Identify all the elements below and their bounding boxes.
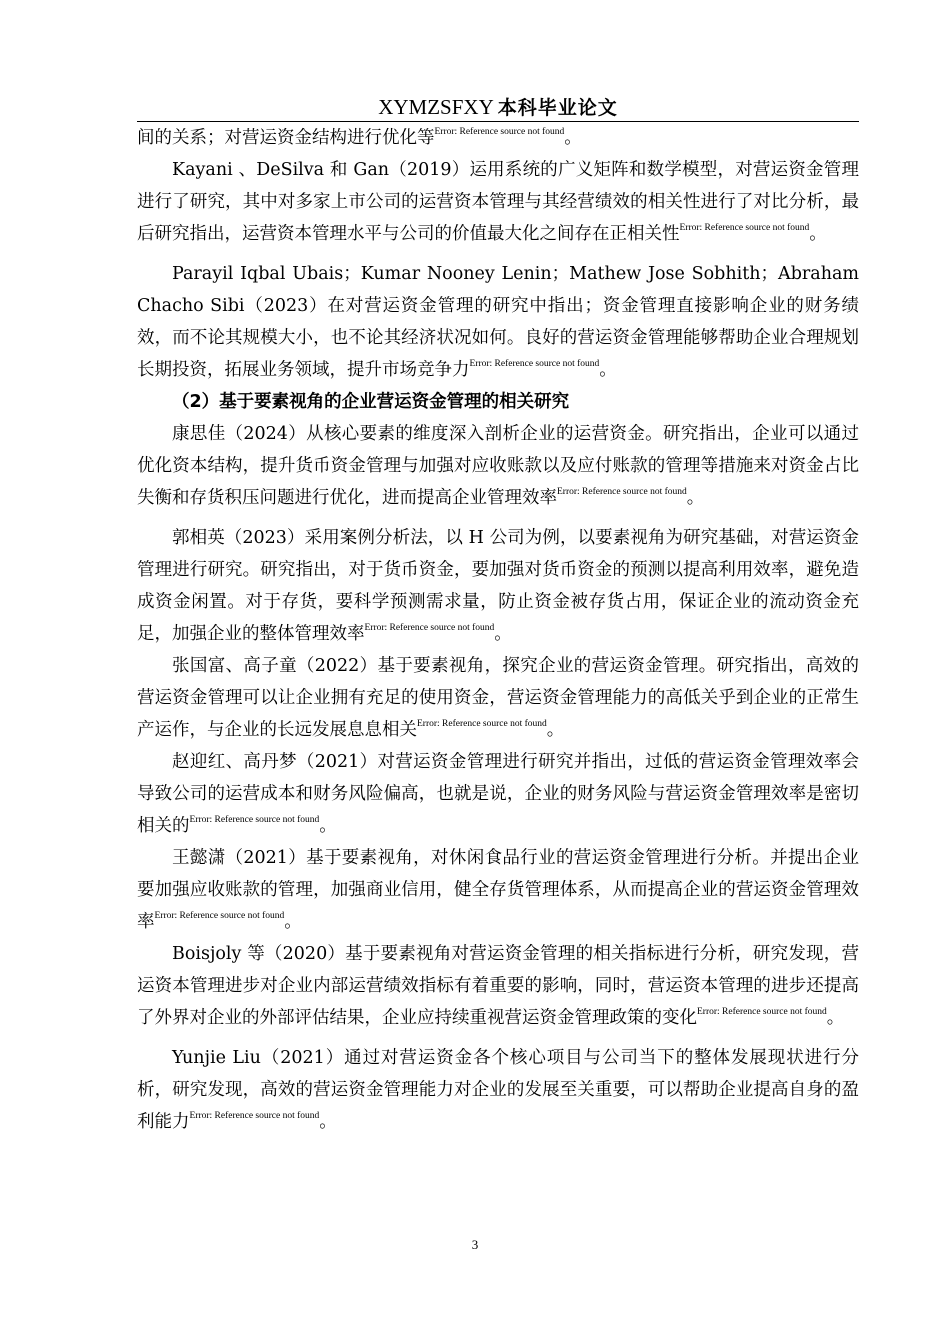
reference-error: Error: Reference source not found xyxy=(469,359,600,369)
paragraph: 郭相英（2023）采用案例分析法，以 H 公司为例，以要素视角为研究基础，对营运资金管理进行研究。研究指出，对于货币资金，要加强对货币资金的预测以提高利用效率，避免造成资金闲置。对于存货，要科学预测需求量，防止资金被存货占用，保证企业的流动资金充足，加强企业的整体管理效率$^{Error: Reference source not found}$。 xyxy=(137,528,859,644)
reference-error: Error: Reference source not found xyxy=(364,623,495,633)
reference-error: Error: Reference source not found xyxy=(697,1007,827,1017)
header-title: 本科毕业论文 xyxy=(497,97,618,119)
paragraph: Kayani 、DeSilva 和 Gan（2019）运用系统的广义矩阵和数学模型，对营运资金管理进行了研究，其中对多家上市公司的运营资本管理与其经营绩效的相关性进行了对比分析，最后研究指出，运营资本管理水平与公司的价值最大化之间存在正相关性$^{Error: Reference source not found}$。 xyxy=(137,160,859,244)
reference-error: Error: Reference source not found xyxy=(557,487,687,497)
header-latin: XYMZSFXY xyxy=(378,95,494,119)
reference-error: Error: Reference source not found xyxy=(417,719,547,729)
reference-error: Error: Reference source not found xyxy=(189,1111,320,1121)
paragraph: 赵迎红、高丹梦（2021）对营运资金管理进行研究并指出，过低的营运资金管理效率会导致公司的运营成本和财务风险偏高，也就是说，企业的财务风险与营运资金管理效率是密切相关的$^{Error: Reference source not found}$。 xyxy=(137,752,859,836)
paragraph: Parayil Iqbal Ubais；Kumar Nooney Lenin；Mathew Jose Sobhith；Abraham Chacho Sibi（2023）在对营运资金管理的研究中指出；资金管理直接影响企业的财务绩效，而不论其规模大小，也不论其经济状况如何。良好的营运资金管理能够帮助企业合理规划长期投资，拓展业务领域，提升市场竞争力$^{Error: Reference source not found}$。 xyxy=(137,264,859,380)
reference-error: Error: Reference source not found xyxy=(434,127,565,137)
reference-error: Error: Reference source not found xyxy=(154,911,285,921)
page-number: 3 xyxy=(471,1237,479,1252)
paragraph: 康思佳（2024）从核心要素的维度深入剖析企业的运营资金。研究指出，企业可以通过优化资本结构，提升货币资金管理与加强对应收账款以及应付账款的管理等措施来对资金占比失衡和存货积压问题进行优化，进而提高企业管理效率$^{Error: Reference source not found}$。 xyxy=(137,424,859,508)
paragraph: Yunjie Liu（2021）通过对营运资金各个核心项目与公司当下的整体发展现状进行分析，研究发现，高效的营运资金管理能力对企业的发展至关重要，可以帮助企业提高自身的盈利能力$^{Error: Reference source not found}$。 xyxy=(137,1048,859,1132)
paragraph: Boisjoly 等（2020）基于要素视角对营运资金管理的相关指标进行分析，研究发现，营运资本管理进步对企业内部运营绩效指标有着重要的影响，同时，营运资本管理的进步还提高了外界对企业的外部评估结果，企业应持续重视营运资金管理政策的变化$^{Error: Reference source not found}$。 xyxy=(137,944,859,1028)
page-header xyxy=(137,94,859,120)
paragraph: 间的关系；对营运资金结构进行优化等$^{Error: Reference source not found}$。 xyxy=(137,127,582,148)
reference-error: Error: Reference source not found xyxy=(189,815,320,825)
paragraph: 王懿潇（2021）基于要素视角，对休闲食品行业的营运资金管理进行分析。并提出企业要加强应收账款的管理，加强商业信用，健全存货管理体系，从而提高企业的营运资金管理效率$^{Error: Reference source not found}$。 xyxy=(137,848,859,932)
paragraph: 张国富、高子童（2022）基于要素视角，探究企业的营运资金管理。研究指出，高效的营运资金管理可以让企业拥有充足的使用资金，营运资金管理能力的高低关乎到企业的正常生产运作，与企业的长远发展息息相关$^{Error: Reference source not found}$。 xyxy=(137,656,859,740)
reference-error: Error: Reference source not found xyxy=(679,223,810,233)
body-text xyxy=(137,122,859,1138)
section-subheading: （2）基于要素视角的企业营运资金管理的相关研究 xyxy=(172,392,570,412)
